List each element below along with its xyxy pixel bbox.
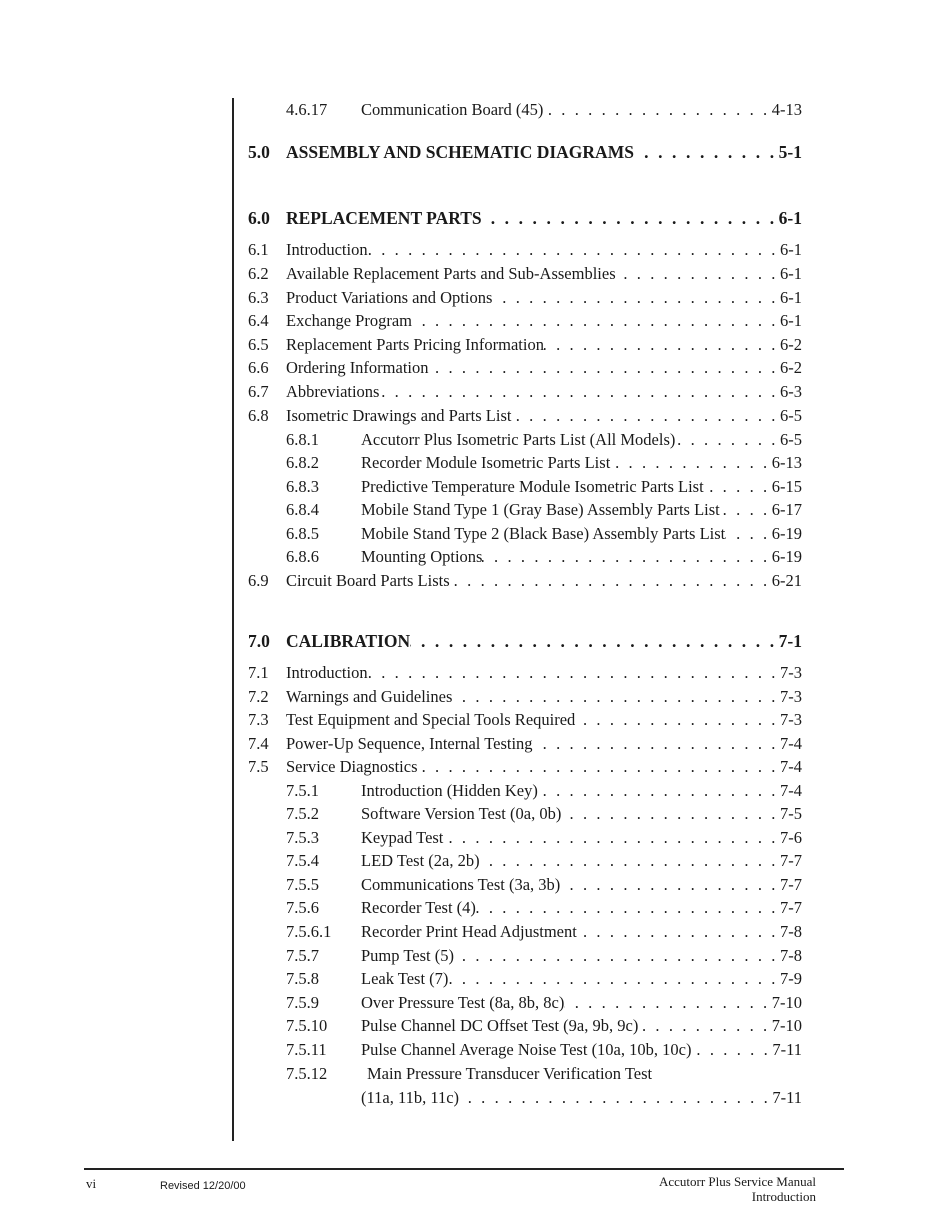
toc-entry-title: Pulse Channel DC Offset Test (9a, 9b, 9c) [361,1016,639,1035]
toc-entry-number: 7.5.3 [286,828,319,847]
toc-entry-number: 7.3 [248,710,269,729]
toc-dot-leader [577,922,778,942]
toc-entry-number: 7.0 [248,631,270,651]
toc-entry-number: 5.0 [248,142,270,162]
toc-dot-leader [575,710,778,730]
toc-entry-number: 7.5.7 [286,946,319,965]
toc-entry [286,524,802,544]
toc-entry-title: Pulse Channel Average Noise Test (10a, 10b, 10c) [361,1040,692,1059]
toc-dot-leader [482,547,769,567]
toc-entry-title: Introduction [286,663,368,682]
toc-entry-title: Abbreviations [286,382,380,401]
toc-entry-number: 7.5.1 [286,781,319,800]
toc-entry [248,288,802,308]
toc-entry [248,734,802,754]
toc-entry [286,453,802,473]
toc-entry [286,946,802,966]
toc-entry-number: 6.4 [248,311,269,330]
toc-entry [248,264,802,284]
toc-entry-number: 7.2 [248,687,269,706]
toc-entry [286,477,802,497]
toc-entry-page: 7-9 [780,969,802,988]
toc-entry-page: 7-6 [780,828,802,847]
toc-entry-page: 7-3 [780,710,802,729]
toc-entry [248,142,802,162]
toc-entry-page: 7-11 [772,1040,802,1059]
toc-dot-leader [452,687,778,707]
toc-entry-page: 7-3 [780,687,802,706]
toc-entry-page: 6-5 [780,406,802,425]
toc-entry-title: Circuit Board Parts Lists [286,571,450,590]
toc-entry-title: Test Equipment and Special Tools Required [286,710,576,729]
toc-entry-number: 7.5 [248,757,269,776]
toc-entry-page: 6-5 [780,430,802,449]
toc-entry [286,993,802,1013]
toc-entry [248,631,802,651]
toc-entry-title: Accutorr Plus Isometric Parts List (All Models) [361,430,676,449]
toc-dot-leader [480,851,778,871]
toc-entry-title: Replacement Parts Pricing Information [286,335,544,354]
toc-entry-title: Power-Up Sequence, Internal Testing [286,734,533,753]
toc-entry-page: 7-11 [772,1088,802,1107]
toc-dot-leader [476,898,778,918]
toc-entry-page: 7-4 [780,757,802,776]
toc-entry-title: Mounting Options [361,547,483,566]
toc-entry-number: 7.4 [248,734,269,753]
toc-entry-number: 6.3 [248,288,269,307]
footer-revised-date: Revised 12/20/00 [160,1180,246,1192]
toc-entry-number: 6.8.5 [286,524,319,543]
toc-entry [286,547,802,567]
toc-entry-number: 6.1 [248,240,269,259]
toc-entry-title: Software Version Test (0a, 0b) [361,804,562,823]
toc-entry-page: 6-1 [780,311,802,330]
toc-entry [248,757,802,777]
toc-entry-number: 6.6 [248,358,269,377]
toc-entry-title: Warnings and Guidelines [286,687,453,706]
toc-entry-number: 7.5.6 [286,898,319,917]
toc-dot-leader [368,240,778,260]
toc-entry-number: 7.5.4 [286,851,319,870]
toc-entry-title: Mobile Stand Type 2 (Black Base) Assembly Parts List [361,524,726,543]
toc-dot-leader [691,1040,770,1060]
toc-entry-page: 7-1 [778,631,802,651]
toc-entry-page: 6-1 [778,208,802,228]
toc-dot-leader [560,875,778,895]
toc-entry-number: 6.8.6 [286,547,319,566]
toc-entry-page: 6-19 [771,524,802,543]
toc-entry-page: 6-3 [780,382,802,401]
toc-entry [248,358,802,378]
toc-entry-number: 6.0 [248,208,270,228]
toc-entry-number: 7.5.2 [286,804,319,823]
toc-entry [286,500,802,520]
toc-dot-leader [511,406,778,426]
toc-entry-title: Recorder Test (4) [361,898,476,917]
toc-dot-leader [638,1016,769,1036]
toc-entry-number: 6.8.4 [286,500,319,519]
toc-entry-page: 7-4 [780,734,802,753]
toc-entry [248,240,802,260]
toc-entry-title: Isometric Drawings and Parts List [286,406,512,425]
toc-entry-number: 7.5.10 [286,1016,328,1035]
toc-entry-number: 6.5 [248,335,269,354]
toc-entry-title: Communications Test (3a, 3b) [361,875,561,894]
toc-entry-page: 6-1 [780,240,802,259]
toc-entry-page: 7-4 [780,781,802,800]
toc-dot-leader [450,571,770,591]
toc-dot-leader [492,288,778,308]
toc-dot-leader [634,142,777,162]
toc-dot-leader [533,734,778,754]
toc-entry-number: 6.7 [248,382,269,401]
toc-dot-leader [368,663,778,683]
toc-entry [286,100,802,120]
toc-dot-leader [418,757,778,777]
toc-entry-title: CALIBRATION [286,631,411,651]
toc-entry [286,1016,802,1036]
toc-entry-page: 6-21 [771,571,802,590]
toc-entry-number: 7.5.6.1 [286,922,332,941]
toc-entry [248,687,802,707]
toc-dot-leader [448,969,778,989]
toc-entry [286,875,802,895]
toc-entry-title: Introduction [286,240,368,259]
toc-entry-title: Mobile Stand Type 1 (Gray Base) Assembly Parts List [361,500,720,519]
toc-dot-leader [675,430,778,450]
toc-dot-leader [459,1088,770,1108]
footer-rule [84,1168,844,1170]
toc-entry-page: 7-5 [780,804,802,823]
toc-entry-number: 4.6.17 [286,100,328,119]
toc-dot-leader [454,946,778,966]
toc-dot-leader [429,358,779,378]
toc-entry [286,804,802,824]
toc-entry [286,430,802,450]
toc-dot-leader [704,477,770,497]
toc-entry-title: ASSEMBLY AND SCHEMATIC DIAGRAMS [286,142,634,162]
toc-dot-leader [412,311,778,331]
toc-entry-title: Product Variations and Options [286,288,493,307]
toc-entry-title: Keypad Test [361,828,444,847]
toc-entry-title: Over Pressure Test (8a, 8b, 8c) [361,993,565,1012]
toc-entry-title: Available Replacement Parts and Sub-Assemblies [286,264,616,283]
toc-dot-leader [538,781,778,801]
toc-entry-page: 7-3 [780,663,802,682]
toc-entry-number: 7.1 [248,663,269,682]
toc-entry-page: 6-1 [780,288,802,307]
toc-entry-page: 4-13 [771,100,802,119]
toc-entry-title: Recorder Print Head Adjustment [361,922,577,941]
toc-entry [286,1040,802,1060]
toc-entry-number: 6.8.1 [286,430,319,449]
toc-entry [248,663,802,683]
footer-page-number: vi [86,1176,97,1191]
toc-dot-leader [443,828,778,848]
footer-manual-title: Accutorr Plus Service Manual [658,1174,816,1189]
toc-entry [248,382,802,402]
toc-entry-title: Recorder Module Isometric Parts List [361,453,611,472]
toc-entry-number: 6.8 [248,406,269,425]
toc-entry-number: 6.2 [248,264,269,283]
toc-entry-page: 6-17 [771,500,802,519]
footer-section: Introduction [751,1189,816,1204]
toc-entry-title: REPLACEMENT PARTS [286,208,482,228]
toc-dot-leader [410,631,777,651]
toc-dot-leader [561,804,778,824]
toc-entry-number: 6.9 [248,571,269,590]
toc-dot-leader [544,335,778,355]
toc-entry [286,828,802,848]
toc-entry [248,571,802,591]
toc-entry [248,335,802,355]
toc-entry-title: Ordering Information [286,358,429,377]
toc-entry-title: (11a, 11b, 11c) [361,1088,460,1107]
toc-entry-page: 6-19 [771,547,802,566]
toc-entry [286,1064,802,1084]
toc-dot-leader [564,993,769,1013]
toc-entry-page: 7-7 [780,898,802,917]
toc-entry-title: Exchange Program [286,311,412,330]
toc-entry-number: 7.5.11 [286,1040,327,1059]
toc-entry-page: 6-1 [780,264,802,283]
toc-entry-number: 6.8.3 [286,477,319,496]
toc-entry-number: 7.5.8 [286,969,319,988]
toc-entry-title: Leak Test (7) [361,969,449,988]
toc-entry [286,898,802,918]
toc-entry [248,406,802,426]
toc-entry-page: 7-7 [780,851,802,870]
toc-entry-page: 5-1 [778,142,802,162]
toc-entry-page: 7-7 [780,875,802,894]
toc-entry [286,851,802,871]
toc-entry-page: 7-8 [780,946,802,965]
toc-entry-page: 7-10 [771,993,802,1012]
toc-entry-title: Service Diagnostics [286,757,418,776]
toc-entry-page: 6-15 [771,477,802,496]
toc-dot-leader [610,453,769,473]
toc-entry-number: 7.5.9 [286,993,319,1012]
toc-entry-number: 7.5.5 [286,875,319,894]
toc-entry-title: Introduction (Hidden Key) [361,781,538,800]
left-margin-rule [232,98,234,1141]
toc-entry [248,208,802,228]
toc-dot-leader [543,100,769,120]
toc-entry-title: LED Test (2a, 2b) [361,851,480,870]
toc-entry [248,710,802,730]
toc-entry-page: 6-2 [780,335,802,354]
toc-entry-page: 7-8 [780,922,802,941]
toc-entry-page: 6-13 [771,453,802,472]
toc-entry-number: 6.8.2 [286,453,319,472]
toc-entry-title: Main Pressure Transducer Verification Test [367,1064,653,1083]
toc-dot-leader [616,264,778,284]
toc-dot-leader [720,500,770,520]
toc-dot-leader [379,382,778,402]
toc-entry [286,922,802,942]
toc-entry-title: Pump Test (5) [361,946,454,965]
toc-entry-page: 7-10 [771,1016,802,1035]
toc-entry [286,781,802,801]
toc-entry-title: Communication Board (45) [361,100,544,119]
toc-entry-title: Predictive Temperature Module Isometric Parts List [361,477,704,496]
toc-entry-number: 7.5.12 [286,1064,328,1083]
toc-dot-leader [725,524,769,544]
toc-entry [248,311,802,331]
toc-entry [361,1088,802,1108]
toc-entry-page: 6-2 [780,358,802,377]
toc-entry [286,969,802,989]
toc-dot-leader [482,208,777,228]
